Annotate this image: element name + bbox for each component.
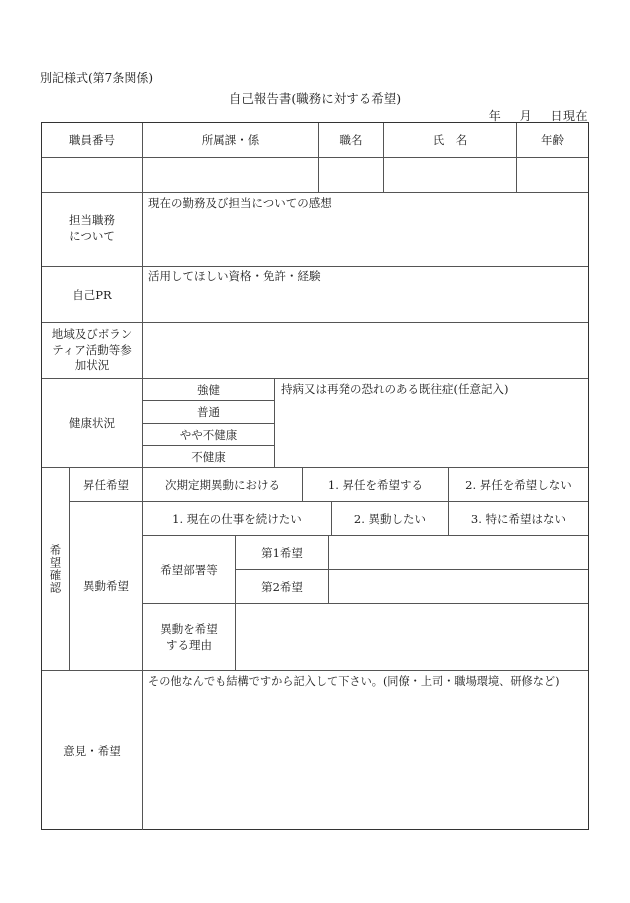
health-label: 健康状況	[69, 416, 115, 430]
second-choice-field[interactable]	[329, 570, 588, 603]
health-condition-answer-area[interactable]	[275, 399, 588, 467]
transfer-choice-move[interactable]: 2. 異動したい	[353, 511, 427, 526]
health-option-somewhat-unhealthy[interactable]: やや不健康	[179, 427, 238, 442]
transfer-choice-continue[interactable]: 1. 現在の仕事を続けたい	[172, 511, 302, 526]
form-identifier: 別記様式(第7条関係)	[40, 71, 153, 85]
age-field[interactable]	[517, 158, 588, 192]
health-option-unhealthy[interactable]: 不健康	[191, 449, 226, 464]
transfer-reason-line-2: する理由	[166, 638, 212, 652]
promotion-wish-label: 昇任希望	[83, 477, 129, 492]
header-staff-number: 職員番号	[69, 133, 115, 147]
date-month-label: 月	[519, 109, 533, 123]
opinion-prompt: その他なんでも結構ですから記入して下さい。(同僚・上司・職場環境、研修など)	[148, 675, 560, 688]
wish-confirmation-text: 希望確認	[48, 544, 63, 594]
opinion-label: 意見・希望	[63, 743, 121, 758]
desired-department-label: 希望部署等	[160, 562, 218, 577]
transfer-reason-label	[143, 621, 235, 653]
second-choice-label: 第2希望	[261, 579, 303, 594]
transfer-choice-no-preference[interactable]: 3. 特に希望はない	[470, 511, 567, 526]
duties-label-line-2: について	[69, 229, 115, 243]
community-label-line-3: 加状況	[74, 358, 110, 372]
staff-number-field[interactable]	[42, 158, 142, 192]
date-year-label: 年	[488, 109, 502, 123]
row-divider	[42, 192, 588, 193]
promotion-choice-no[interactable]: 2. 昇任を希望しない	[465, 477, 572, 492]
header-department: 所属課・係	[201, 133, 260, 147]
duties-prompt: 現在の勤務及び担当についての感想	[148, 196, 332, 210]
community-activities-answer-area[interactable]	[143, 323, 588, 378]
report-form-table	[41, 122, 589, 830]
department-field[interactable]	[143, 158, 318, 192]
transfer-reason-line-1: 異動を希望	[160, 622, 218, 636]
duties-answer-area[interactable]	[143, 213, 588, 266]
position-field[interactable]	[319, 158, 383, 192]
health-option-normal[interactable]: 普通	[197, 405, 220, 419]
date-day-label: 日現在	[550, 109, 588, 123]
promotion-context: 次期定期異動における	[165, 477, 280, 492]
self-pr-label: 自己PR	[72, 288, 112, 302]
transfer-wish-label: 異動希望	[83, 579, 129, 593]
row-divider	[42, 266, 588, 267]
first-choice-label: 第1希望	[261, 545, 303, 560]
header-name: 氏 名	[432, 133, 468, 147]
transfer-reason-field[interactable]	[236, 604, 588, 670]
community-label-line-1: 地域及びボラン	[51, 327, 133, 341]
first-choice-field[interactable]	[329, 536, 588, 569]
duties-label-line-1: 担当職務	[69, 213, 115, 227]
form-title: 自己報告書(職務に対する希望)	[228, 91, 402, 106]
promotion-choice-yes[interactable]: 1. 昇任を希望する	[327, 477, 424, 492]
self-pr-answer-area[interactable]	[143, 286, 588, 322]
health-option-robust[interactable]: 強健	[197, 382, 220, 397]
health-condition-prompt: 持病又は再発の恐れのある既往症(任意記入)	[281, 382, 509, 396]
duties-label	[42, 212, 142, 244]
header-position: 職名	[339, 133, 363, 147]
opinion-answer-area[interactable]	[143, 693, 588, 830]
community-label-line-2: ティア活動等参	[52, 342, 132, 357]
wish-confirmation-label	[42, 468, 69, 670]
self-pr-prompt: 活用してほしい資格・免許・経験	[148, 269, 321, 283]
community-activities-label	[42, 327, 142, 374]
header-age: 年齢	[541, 133, 564, 147]
name-field[interactable]	[384, 158, 516, 192]
